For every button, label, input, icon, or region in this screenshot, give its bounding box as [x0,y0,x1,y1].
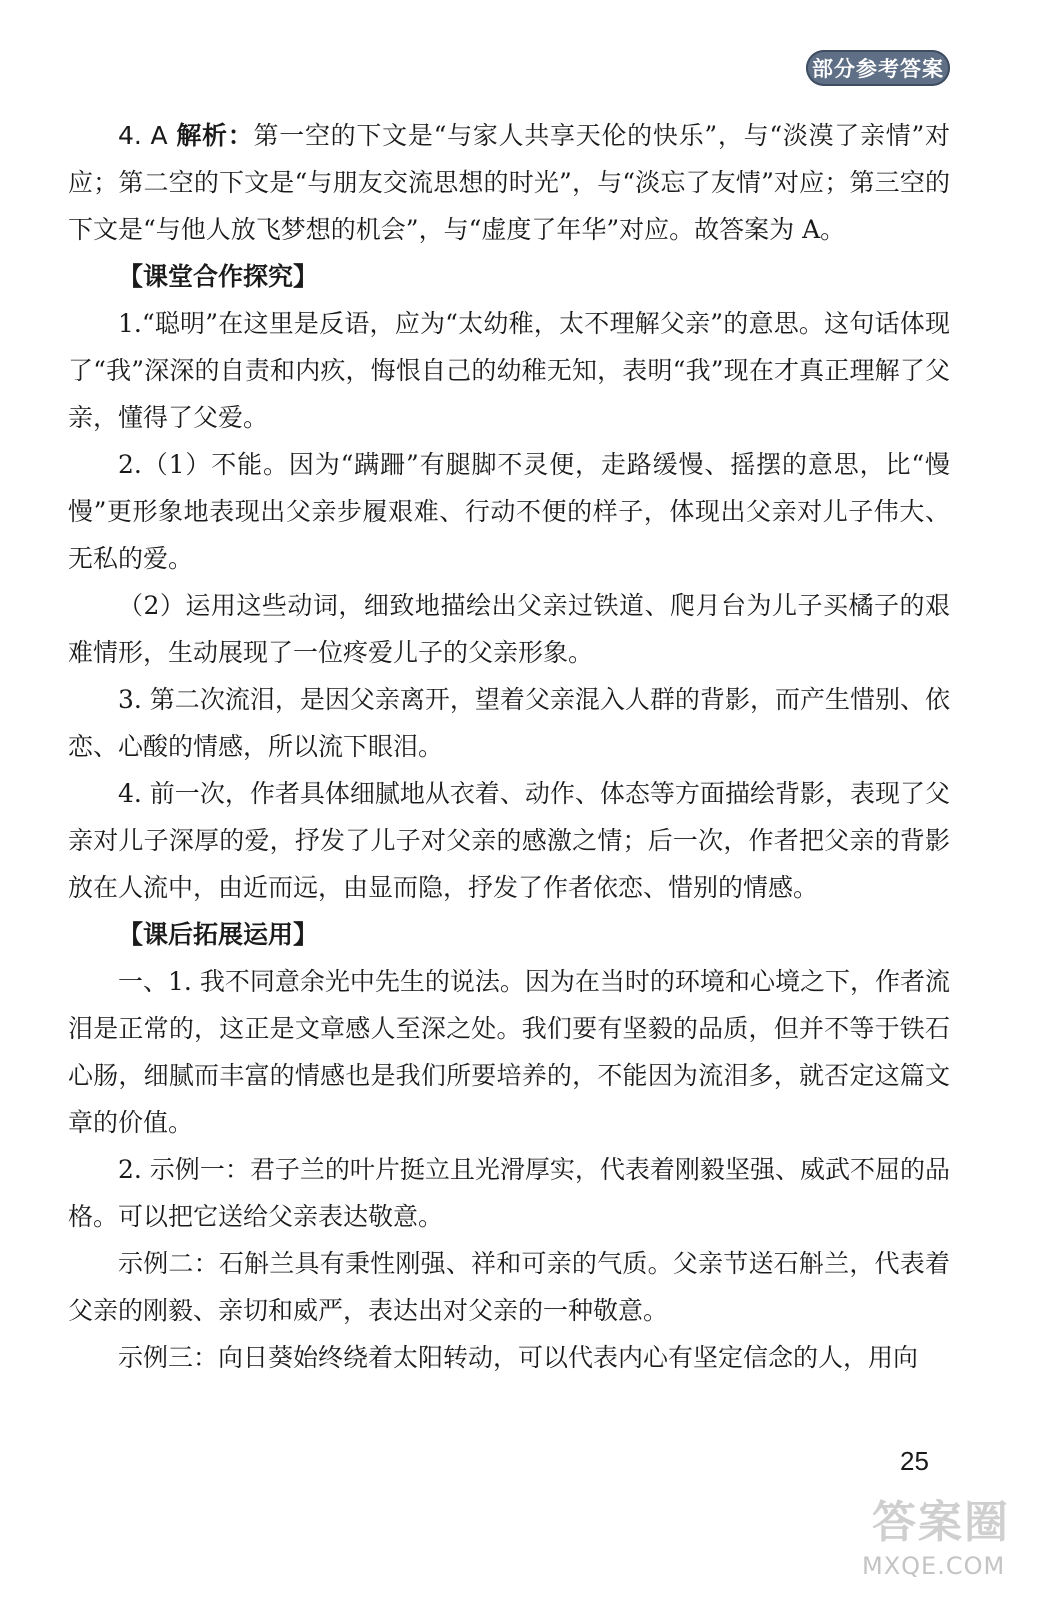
section-tag: 部分参考答案 [806,50,950,86]
watermark-logo-text: 答案圈 [872,1497,1010,1548]
section-heading-extension: 【课后拓展运用】 [118,920,319,949]
paragraph-classroom-2-1: 2.（1）不能。因为“蹒跚”有腿脚不灵便，走路缓慢、摇摆的意思，比“慢慢”更形象地表现出父亲步履艰难、行动不便的样子，体现出父亲对儿子伟大、无私的爱。 [68,450,950,573]
paragraph-example-2: 示例二：石斛兰具有秉性刚强、祥和可亲的气质。父亲节送石斛兰，代表着父亲的刚毅、亲切和威严，表达出对父亲的一种敬意。 [68,1249,950,1325]
paragraph-extension-1: 一、1. 我不同意余光中先生的说法。因为在当时的环境和心境之下，作者流泪是正常的，这正是文章感人至深之处。我们要有坚毅的品质，但并不等于铁石心肠，细腻而丰富的情感也是我们所要培养的，不能因为流泪多，就否定这篇文章的价值。 [68,967,950,1137]
watermark-site: MXQE.COM [862,1552,1006,1580]
paragraph-extension-2: 2. 示例一：君子兰的叶片挺立且光滑厚实，代表着刚毅坚强、威武不屈的品格。可以把它送给父亲表达敬意。 [68,1155,950,1231]
analysis-label: 解析： [176,121,254,150]
item-number: 4. A [118,121,177,150]
watermark-logo [862,1486,1052,1596]
section-heading-classroom: 【课堂合作探究】 [118,262,319,291]
paragraph-example-3: 示例三：向日葵始终绕着太阳转动，可以代表内心有坚定信念的人，用向 [118,1343,919,1372]
paragraph-classroom-1: 1.“聪明”在这里是反语，应为“太幼稚，太不理解父亲”的意思。这句话体现了“我”深深的自责和内疚，悔恨自己的幼稚无知，表明“我”现在才真正理解了父亲，懂得了父爱。 [68,309,950,432]
page-number: 25 [900,1446,929,1476]
paragraph-classroom-4: 4. 前一次，作者具体细腻地从衣着、动作、体态等方面描绘背影，表现了父亲对儿子深厚的爱，抒发了儿子对父亲的感激之情；后一次，作者把父亲的背影放在人流中，由近而远，由显而隐，抒发了作者依恋、惜别的情感。 [68,779,950,902]
paragraph-4a [68,112,950,253]
paragraph-text: 第一空的下文是“与家人共享天伦的快乐”，与“淡漠了亲情”对应；第二空的下文是“与朋友交流思想的时光”，与“淡忘了友情”对应；第三空的下文是“与他人放飞梦想的机会”，与“虚度了年华”对应。故答案为 A。 [68,121,950,244]
paragraph-classroom-3: 3. 第二次流泪，是因父亲离开，望着父亲混入人群的背影，而产生惜别、依恋、心酸的情感，所以流下眼泪。 [68,685,950,761]
answer-content [68,112,950,1381]
paragraph-classroom-2-2: （2）运用这些动词，细致地描绘出父亲过铁道、爬月台为儿子买橘子的艰难情形，生动展现了一位疼爱儿子的父亲形象。 [68,591,950,667]
